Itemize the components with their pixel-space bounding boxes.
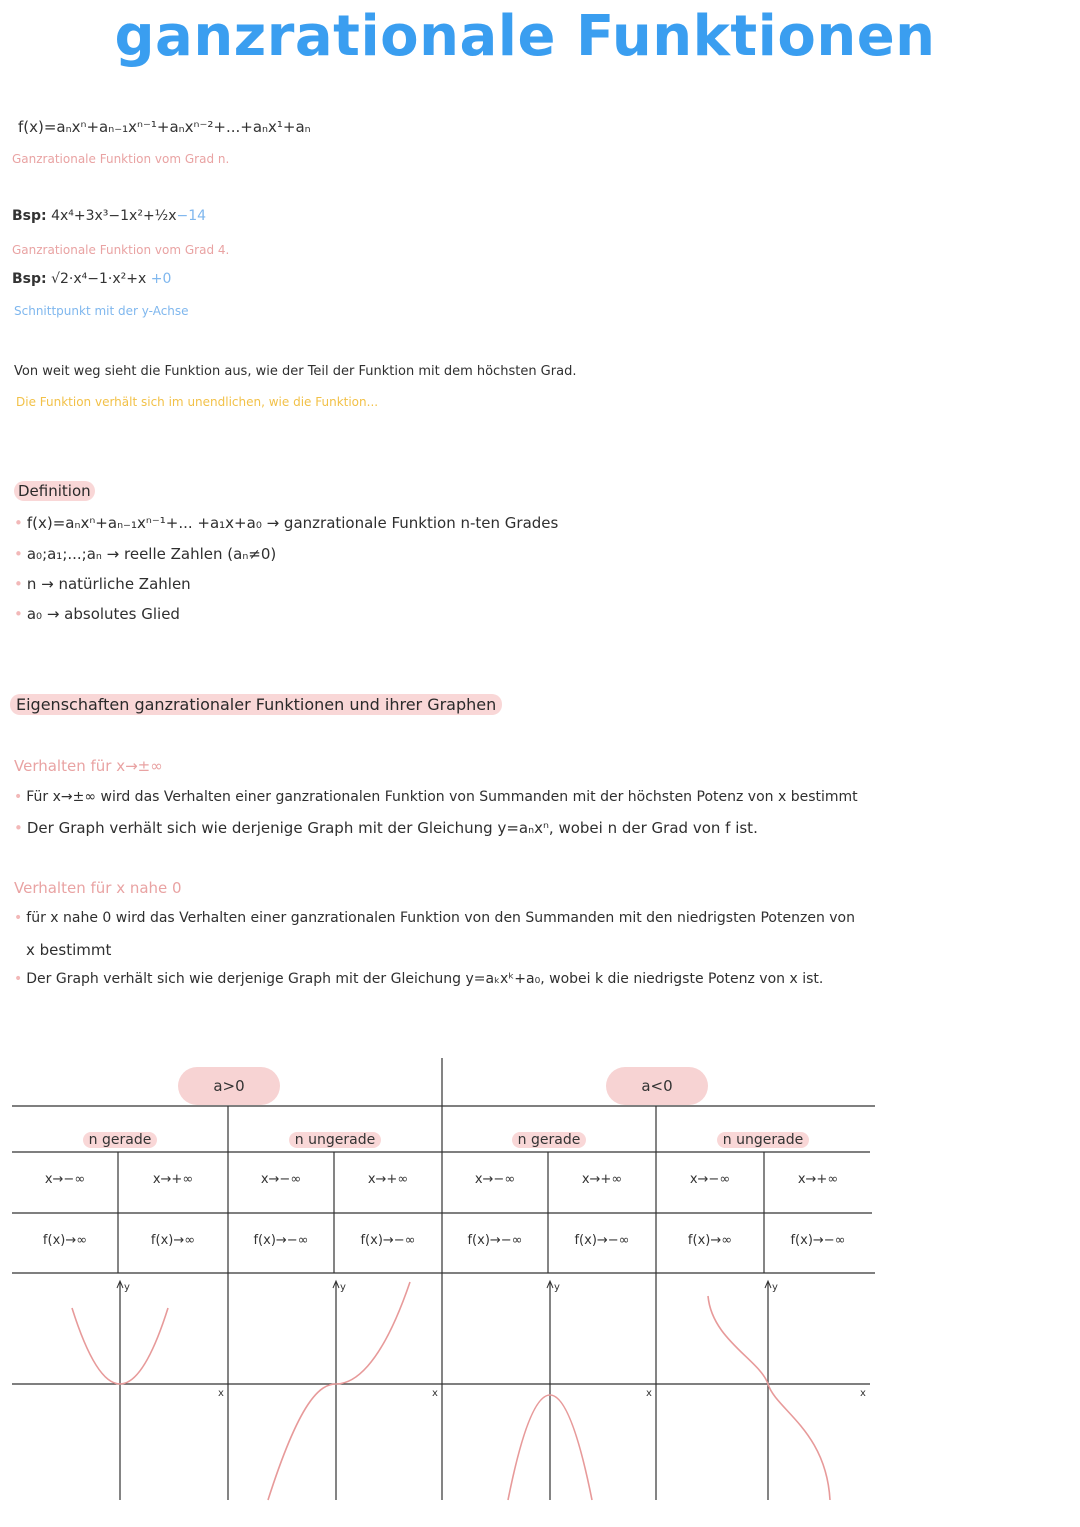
x-limit-cell: x→+∞ [581,1172,623,1187]
x-limit-cell: x→+∞ [152,1172,194,1187]
column-header [12,1132,228,1148]
x-axis-label: x [218,1388,224,1399]
group-a-positive: a>0 [178,1067,280,1105]
properties-heading-text: Eigenschaften ganzrationaler Funktionen und ihrer Graphen [10,694,502,715]
y-axis-label: y [340,1282,346,1293]
column-header-text: n ungerade [289,1132,381,1148]
x-limit-cell: x→−∞ [689,1172,731,1187]
y-axis-label: y [124,1282,130,1293]
page-title: ganzrationale Funktionen [114,4,936,69]
far-behavior-note: Die Funktion verhält sich im unendlichen, wie die Funktion... [16,395,379,409]
infinity-item: • Für x→±∞ wird das Verhalten einer ganzrationalen Funktion von Summanden mit der höchsten Potenz von x bestimmt [14,789,858,805]
example-1-note: Ganzrationale Funktion vom Grad 4. [12,243,230,257]
definition-item-text: a₀;a₁;...;aₙ → reelle Zahlen (aₙ≠0) [26,545,277,563]
definition-item: • a₀;a₁;...;aₙ → reelle Zahlen (aₙ≠0) [14,545,277,563]
column-header [228,1132,442,1148]
column-header-text: n gerade [512,1132,587,1148]
x-limit-cell: x→−∞ [44,1172,86,1187]
column-header [442,1132,656,1148]
example-1-label: Bsp: [12,208,47,224]
x-axis-label: x [646,1388,652,1399]
example-2-formula: √2·x⁴−1·x²+x [51,271,147,287]
infinity-item-text: Der Graph verhält sich wie derjenige Graph mit der Gleichung y=aₙxⁿ, wobei n der Grad von f ist. [26,819,758,837]
x-axis-label: x [432,1388,438,1399]
example-2-term: +0 [150,271,172,287]
near-zero-item-text: für x nahe 0 wird das Verhalten einer ganzrationalen Funktion von den Summanden mit den niedrigsten Potenzen von [26,910,855,926]
column-header [656,1132,870,1148]
infinity-item-text: Für x→±∞ wird das Verhalten einer ganzrationalen Funktion von Summanden mit der höchsten Potenz von x bestimmt [26,789,858,805]
example-2-label: Bsp: [12,271,47,287]
definition-item: • f(x)=aₙxⁿ+aₙ₋₁xⁿ⁻¹+... +a₁x+a₀ → ganzrationale Funktion n-ten Grades [14,514,559,532]
definition-item-text: n → natürliche Zahlen [26,575,191,593]
x-limit-cell: x→+∞ [367,1172,409,1187]
far-behavior-text: Von weit weg sieht die Funktion aus, wie der Teil der Funktion mit dem höchsten Grad. [14,364,577,379]
x-axis-label: x [860,1388,866,1399]
f-limit-cell: f(x)→∞ [687,1233,733,1248]
definition-item: • a₀ → absolutes Glied [14,605,180,623]
example-2-note: Schnittpunkt mit der y-Achse [14,304,189,318]
near-zero-item-text: Der Graph verhält sich wie derjenige Graph mit der Gleichung y=aₖxᵏ+a₀, wobei k die niedrigste Potenz von x ist. [26,971,824,987]
f-limit-cell: f(x)→∞ [42,1233,88,1248]
general-formula: f(x)=aₙxⁿ+aₙ₋₁xⁿ⁻¹+aₙxⁿ⁻²+...+aₙx¹+aₙ [18,118,311,136]
infinity-heading: Verhalten für x→±∞ [14,757,163,775]
f-limit-cell: f(x)→−∞ [574,1233,630,1248]
example-1-term: −14 [176,208,207,224]
near-zero-heading: Verhalten für x nahe 0 [14,879,182,897]
definition-heading-text: Definition [14,481,95,501]
x-limit-cell: x→−∞ [260,1172,302,1187]
f-limit-cell: f(x)→−∞ [360,1233,416,1248]
near-zero-item: • Der Graph verhält sich wie derjenige Graph mit der Gleichung y=aₖxᵏ+a₀, wobei k die niedrigste Potenz von x ist. [14,971,824,987]
definition-item: • n → natürliche Zahlen [14,575,191,593]
f-limit-cell: f(x)→−∞ [467,1233,523,1248]
example-1-formula: 4x⁴+3x³−1x²+½x [51,208,177,224]
f-limit-cell: f(x)→−∞ [790,1233,846,1248]
infinity-item: • Der Graph verhält sich wie derjenige Graph mit der Gleichung y=aₙxⁿ, wobei n der Grad von f ist. [14,819,758,837]
x-limit-cell: x→+∞ [797,1172,839,1187]
y-axis-label: y [554,1282,560,1293]
column-header-text: n gerade [83,1132,158,1148]
group-a-negative: a<0 [606,1067,708,1105]
function-curve [268,1282,410,1500]
definition-item-text: f(x)=aₙxⁿ+aₙ₋₁xⁿ⁻¹+... +a₁x+a₀ → ganzrationale Funktion n-ten Grades [26,514,559,532]
column-header-text: n ungerade [717,1132,809,1148]
near-zero-item: • für x nahe 0 wird das Verhalten einer ganzrationalen Funktion von den Summanden mit den niedrigsten Potenzen von [14,910,855,926]
near-zero-item-continued: x bestimmt [26,941,112,959]
y-axis-label: y [772,1282,778,1293]
f-limit-cell: f(x)→−∞ [253,1233,309,1248]
degree-note: Ganzrationale Funktion vom Grad n. [12,152,230,166]
definition-item-text: a₀ → absolutes Glied [26,605,180,623]
f-limit-cell: f(x)→∞ [150,1233,196,1248]
x-limit-cell: x→−∞ [474,1172,516,1187]
function-curve [708,1296,830,1500]
